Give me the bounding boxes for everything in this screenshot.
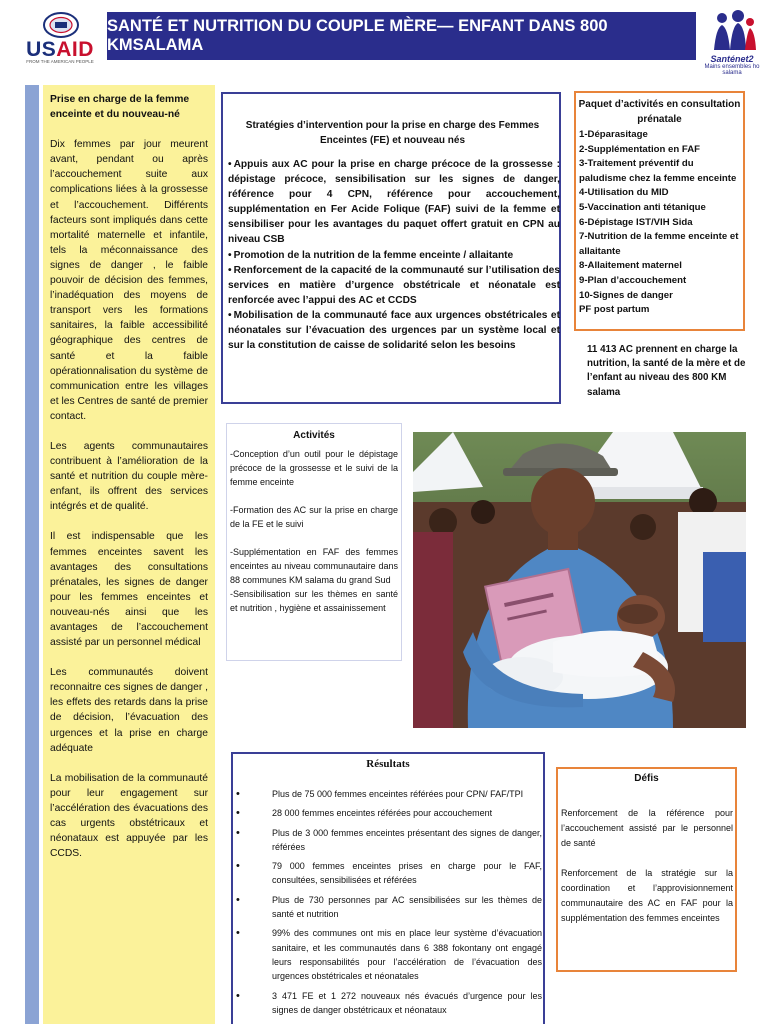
result-item [236, 806, 542, 820]
bullet-icon: • [228, 249, 232, 261]
left-paragraph-3: Il est indispensable que les femmes enceintes savent les avantages des consultations prénatales, les signes de danger pour les femmes enceintes et nouveau-nés ainsi que les avantages de l’accouchement assisté par un personnel médical [50, 531, 208, 649]
paquet-item: 8-Allaitement maternel [579, 260, 682, 272]
defis-list [561, 806, 733, 941]
result-item [236, 989, 542, 1018]
santenet-caption [700, 54, 764, 76]
result-text: 3 471 FE et 1 272 nouveaux nés évacués d’urgence pour les signes de danger obstétricaux et néonataux [272, 990, 542, 1015]
strategy-item [228, 157, 560, 248]
paquet-item: 6-Dépistage IST/VIH Sida [579, 216, 693, 228]
defi-item: Renforcement de la référence pour l’accouchement assisté par le personnel de santé [561, 808, 733, 848]
paquet-item: 5-Vaccination anti tétanique [579, 201, 706, 213]
strategy-item [228, 263, 560, 308]
strategy-text: Mobilisation de la communauté face aux urgences obstétricales et néonatales sur l’évacuation des urgences par un système local et sur la constitution de caisse de solidarité selon les besoins [228, 309, 560, 352]
paquet-item: 10-Signes de danger [579, 289, 673, 301]
bullet-icon: • [236, 788, 240, 800]
left-heading: Prise en charge de la femme enceinte et du nouveau-né [50, 94, 190, 121]
usaid-logo: USAID [26, 38, 94, 61]
activity-item: -Formation des AC sur la prise en charge de la FE et le suivi [230, 505, 398, 529]
activity-item: -Sensibilisation sur les thèmes en santé et nutrition , hygiène et assainissement [230, 589, 398, 613]
left-paragraph-5: La mobilisation de la communauté pour leur engagement sur l’accélération des évacuations des cas urgents obstétricaux et néonataux est appuyée par les CCDS. [50, 772, 208, 860]
activity-item: -Supplémentation en FAF des femmes enceintes au niveau communautaire dans 88 communes KM salama du grand Sud [230, 547, 398, 585]
result-text: Plus de 3 000 femmes enceintes présentant des signes de danger, référées [272, 827, 542, 852]
strategies-list [228, 157, 560, 353]
result-text: Plus de 730 personnes par AC sensibilisées sur les thèmes de santé et nutrition [272, 894, 542, 920]
paquet-item: 4-Utilisation du MID [579, 187, 669, 199]
usaid-tagline: FROM THE AMERICAN PEOPLE [26, 59, 94, 64]
paquet-item: 9-Plan d’accouchement [579, 274, 687, 286]
strategy-item [228, 248, 560, 263]
page-title: SANTÉ ET NUTRITION DU COUPLE MÈRE— ENFANT DANS 800 KMSALAMA [107, 12, 696, 60]
santenet-name: Santénet2 [710, 54, 754, 64]
result-item [236, 826, 542, 855]
paquet-title: Paquet d’activités en consultation prénatale [578, 99, 741, 125]
defis-title: Défis [634, 773, 659, 784]
left-paragraph-2: Les agents communautaires contribuent à l’amélioration de la santé et nutrition du couple mère-enfant, ils offrent des services intégrés et de qualité. [50, 440, 208, 513]
paquet-item: PF post partum [579, 304, 650, 316]
result-item [236, 926, 542, 983]
results-title: Résultats [366, 758, 410, 770]
santenet-slogan: Mains ensembles ho salama [704, 64, 760, 76]
bullet-icon: • [236, 826, 240, 839]
paquet-item: 3-Traitement préventif du paludisme chez la femme enceinte [579, 158, 737, 184]
side-accent-bar [25, 85, 39, 1024]
bullet-icon: • [236, 989, 240, 1002]
mother-baby-photo [413, 432, 746, 728]
bullet-icon: • [236, 860, 240, 873]
defi-item: Renforcement de la stratégie sur la coordination et l’approvisionnement communautaire des AC en FAF pour la supplémentation des femmes enceintes [561, 868, 733, 923]
strategy-text: Renforcement de la capacité de la communauté sur l’utilisation des services en matière d’urgence obstétricale et néonatale est renforcée avec l’appui des AC et CCDS [228, 264, 560, 306]
result-item [236, 787, 542, 801]
result-text: 99% des communes ont mis en place leur système d’évacuation sanitaire, et les communautés dans 6 388 fokontany ont engagé leurs responsabilités pour l’accélération de l’évacuation des urgences obstétricales et néonatales [272, 928, 542, 982]
bullet-icon: • [236, 807, 240, 820]
strategies-title: Stratégies d’intervention pour la prise en charge des Femmes Enceintes (FE) et nouveau nés [245, 120, 540, 146]
bullet-icon: • [228, 264, 232, 276]
result-item [236, 893, 542, 922]
left-column-text [50, 92, 208, 876]
result-text: 28 000 femmes enceintes référées pour accouchement [272, 808, 493, 819]
result-text: Plus de 75 000 femmes enceintes référées pour CPN/ FAF/TPI [272, 789, 524, 799]
paquet-item: 2-Supplémentation en FAF [579, 143, 700, 155]
paquet-item: 7-Nutrition de la femme enceinte et allaitante [579, 231, 739, 257]
paquet-item: 1-Déparasitage [579, 129, 648, 140]
result-item [236, 859, 542, 888]
left-paragraph-1: Dix femmes par jour meurent avant, pendant ou après l’accouchement suite aux complications liées à la grossesse et l’accouchement. Différents facteurs sont impliqués dans cette mortalité maternelle et infantile, tels la méconnaissance des signes de danger , le faible pouvoir de décision des femmes, l’inadéquation des moyens de transport vers les formations sanitaires, la faible accessibilité géographique des centres de santé et la faible opérationnalisation du système de communication entre les villages et les Centres de santé de premier contact. [50, 139, 208, 422]
bullet-icon: • [236, 927, 240, 940]
result-text: 79 000 femmes enceintes prises en charge pour le FAF, consultées, sensibilisées et référées [272, 861, 542, 886]
bullet-icon: • [236, 893, 240, 906]
bullet-icon: • [228, 159, 232, 170]
ac-note: 11 413 AC prennent en charge la nutrition, la santé de la mère et de l’enfant au niveau des 800 KM salama [587, 344, 746, 398]
strategy-text: Appuis aux AC pour la prise en charge précoce de la grossesse : dépistage précoce, sensibilisation sur les signes de danger, référence pour 4 CPN, référence pour accouchement, supplémentation en Fer Acide Folique (FAF) suivi de la femme et sensibiliser pour les avantages du paquet offert gratuit en CPN au niveau CSB [228, 159, 560, 246]
bullet-icon: • [228, 309, 232, 321]
activities-list [230, 447, 398, 629]
left-paragraph-4: Les communautés doivent reconnaitre ces signes de danger , les effets des retards dans la prise de décision, l’évacuation des urgences et la prise en charge adéquate [50, 667, 208, 754]
usaid-seal-icon [42, 12, 80, 38]
paquet-list [579, 128, 742, 318]
activity-item: -Conception d’un outil pour le dépistage précoce de la grossesse et le suivi de la femme enceinte [230, 449, 398, 487]
activities-title: Activités [293, 430, 335, 441]
results-list [236, 787, 542, 1022]
strategy-item [228, 308, 560, 353]
strategy-text: Promotion de la nutrition de la femme enceinte / allaitante [233, 249, 514, 261]
